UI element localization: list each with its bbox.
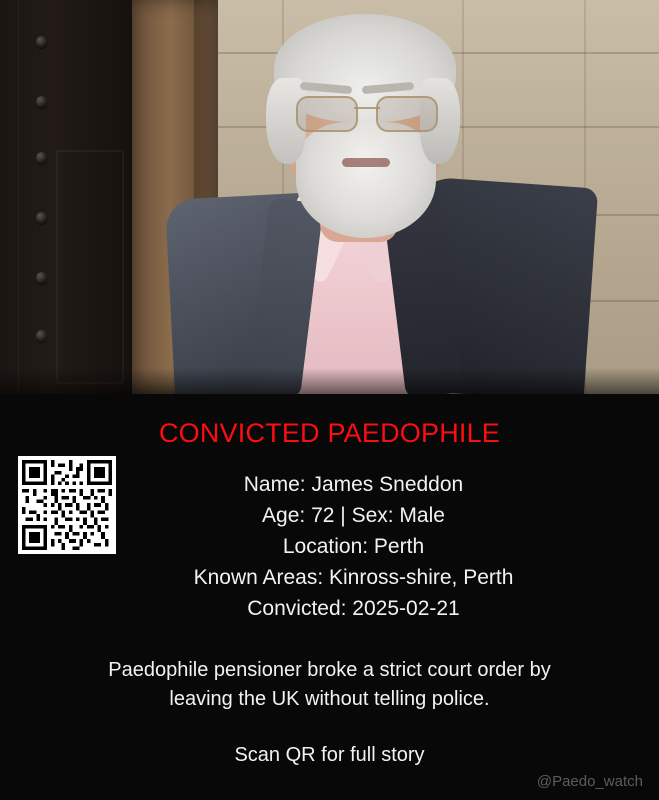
- beard: [296, 122, 436, 238]
- detail-age-sex: Age: 72 | Sex: Male: [262, 504, 445, 527]
- scan-instruction: Scan QR for full story: [234, 744, 425, 766]
- mouth: [342, 158, 390, 167]
- qr-code[interactable]: [18, 456, 116, 554]
- detail-name: Name: James Sneddon: [243, 473, 464, 496]
- case-summary-line-2: leaving the UK without telling police.: [169, 688, 490, 710]
- case-summary: [0, 656, 659, 714]
- person-figure: [170, 0, 590, 394]
- poster-body: [0, 394, 659, 800]
- wooden-door: [0, 0, 132, 394]
- subject-photo: [0, 0, 659, 394]
- page-title: CONVICTED PAEDOPHILE: [158, 418, 501, 448]
- detail-known-areas: Known Areas: Kinross-shire, Perth: [193, 566, 514, 589]
- detail-location: Location: Perth: [282, 535, 425, 558]
- photo-bottom-shadow: [0, 368, 659, 394]
- detail-convicted-date: Convicted: 2025-02-21: [247, 597, 460, 620]
- glasses-icon: [296, 96, 438, 130]
- watermark-handle: @Paedo_watch: [536, 773, 643, 790]
- case-summary-line-1: Paedophile pensioner broke a strict court order by: [108, 659, 551, 681]
